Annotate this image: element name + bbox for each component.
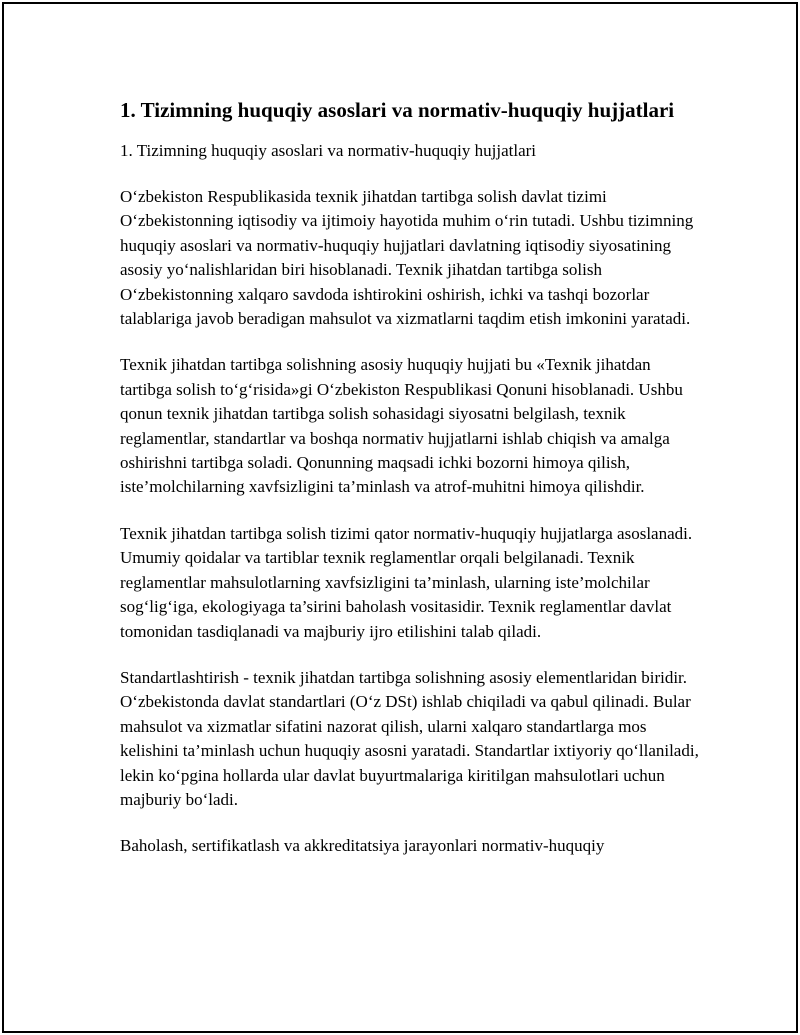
paragraph-2: Texnik jihatdan tartibga solishning asosiy huquqiy hujjati bu «Texnik jihatdan tartibga solish to‘g‘risida»gi O‘zbekiston Respublikasi Qonuni hisoblanadi. Ushbu qonun texnik jihatdan tartibga solish sohasidagi siyosatni belgilash, texnik reglamentlar, standartlar va boshqa normativ hujjatlarni ishlab chiqish va amalga oshirishni tartibga soladi. Qonunning maqsadi ichki bozorni himoya qilish, iste’molchilarning xavfsizligini ta’minlash va atrof-muhitni himoya qilishdir. bbox=[120, 355, 683, 497]
document-page bbox=[2, 2, 798, 1033]
paragraph-4: Standartlashtirish - texnik jihatdan tartibga solishning asosiy elementlaridan biridir. O‘zbekistonda davlat standartlari (O‘z DSt) ishlab chiqiladi va qabul qilinadi. Bular mahsulot va xizmatlar sifatini nazorat qilish, ularni xalqaro standartlarga mos kelishini ta’minlash uchun huquqiy asosni yaratadi. Standartlar ixtiyoriy qo‘llaniladi, lekin ko‘pgina hollarda ular davlat buyurtmalariga kiritilgan mahsulotlari uchun majburiy bo‘ladi. bbox=[120, 667, 699, 809]
paragraph-5: Baholash, sertifikatlash va akkreditatsiya jarayonlari normativ-huquqiy bbox=[120, 836, 605, 856]
document-content bbox=[120, 96, 700, 881]
paragraph-3: Texnik jihatdan tartibga solish tizimi qator normativ-huquqiy hujjatlarga asoslanadi. Umumiy qoidalar va tartiblar texnik reglamentlar orqali belgilanadi. Texnik reglamentlar mahsulotlarning xavfsizligini ta’minlash, ularning iste’molchilar sog‘lig‘iga, ekologiyaga ta’sirini baholash vositasidir. Texnik reglamentlar davlat tomonidan tasdiqlanadi va majburiy ijro etilishini talab qiladi. bbox=[120, 523, 693, 641]
document-title: 1. Tizimning huquqiy asoslari va normativ-huquqiy hujjatlari bbox=[120, 98, 675, 122]
paragraph-1: O‘zbekiston Respublikasida texnik jihatdan tartibga solish davlat tizimi O‘zbekistonning iqtisodiy va ijtimoiy hayotida muhim o‘rin tutadi. Ushbu tizimning huquqiy asoslari va normativ-huquqiy hujjatlari davlatning iqtisodiy siyosatining asosiy yo‘nalishlaridan biri hisoblanadi. Texnik jihatdan tartibga solish O‘zbekistonning xalqaro savdoda ishtirokini oshirish, ichki va tashqi bozorlar talablariga javob beradigan mahsulot va xizmatlarni taqdim etish imkonini yaratadi. bbox=[120, 187, 694, 329]
section-heading: 1. Tizimning huquqiy asoslari va normativ-huquqiy hujjatlari bbox=[120, 141, 536, 160]
